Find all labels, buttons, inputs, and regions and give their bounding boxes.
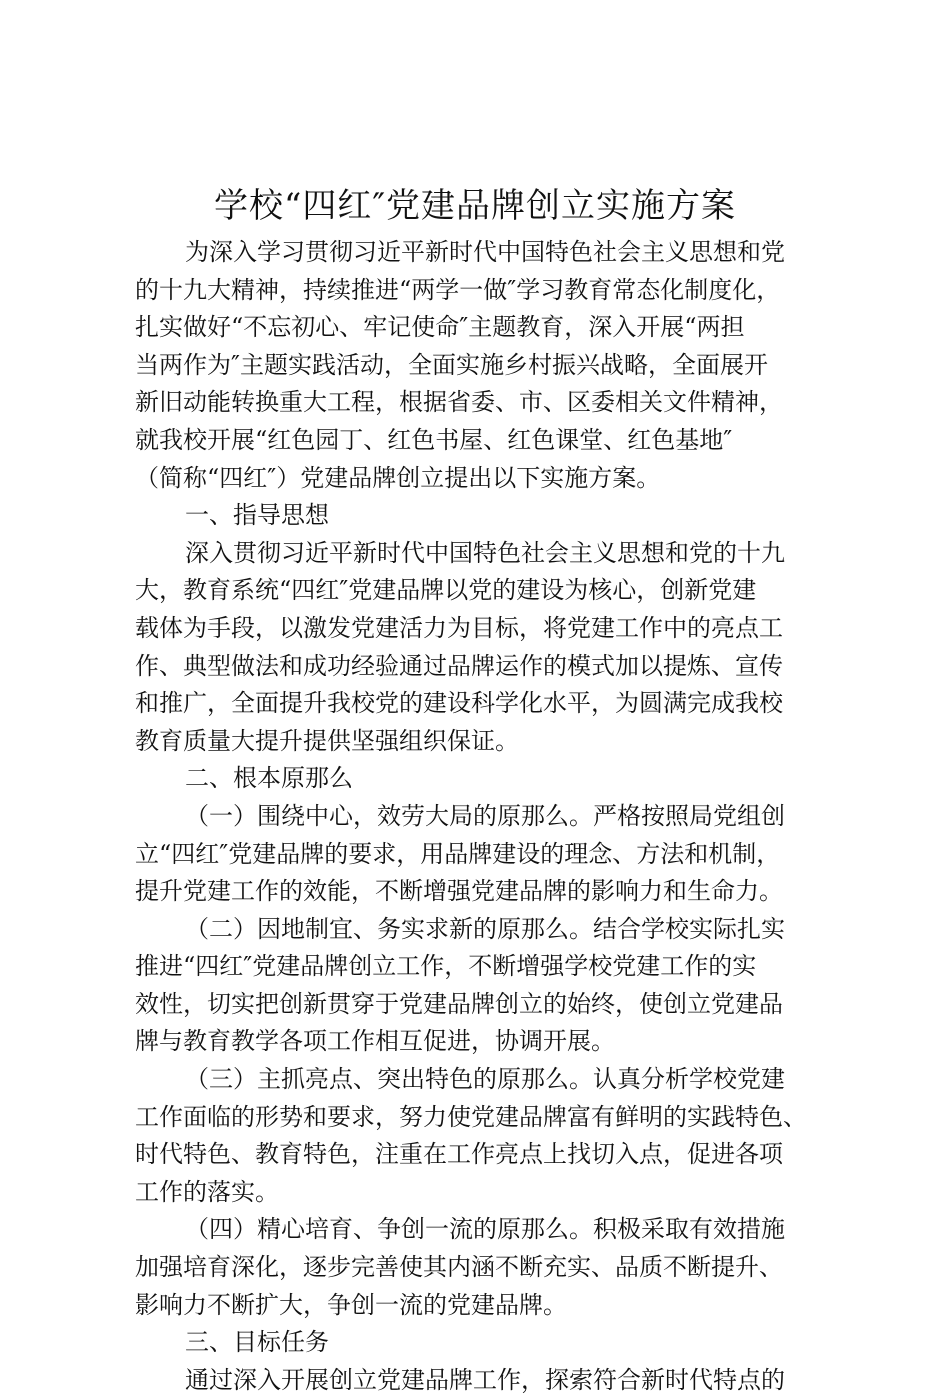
paragraph-line: 当两作为″主题实践活动，全面实施乡村振兴战略，全面展开 xyxy=(135,350,768,379)
paragraph-line: 加强培育深化，逐步完善使其内涵不断充实、品质不断提升、 xyxy=(135,1253,783,1282)
paragraph-line: （三）主抓亮点、突出特色的原那么。认真分析学校党建 xyxy=(185,1065,785,1094)
paragraph-line: 扎实做好“不忘初心、牢记使命″主题教育，深入开展“两担 xyxy=(135,313,745,342)
section-heading: 一、指导思想 xyxy=(185,501,329,530)
paragraph-line: （简称“四红″）党建品牌创立提出以下实施方案。 xyxy=(135,463,661,492)
paragraph-line: 通过深入开展创立党建品牌工作，探索符合新时代特点的 xyxy=(185,1365,785,1394)
document-title: 学校“四红″党建品牌创立实施方案 xyxy=(213,186,737,226)
paragraph-line: 大，教育系统“四红″党建品牌以党的建设为核心，创新党建 xyxy=(135,576,757,605)
paragraph-line: 作、典型做法和成功经验通过品牌运作的模式加以提炼、宣传 xyxy=(135,651,783,680)
paragraph-line: （二）因地制宜、务实求新的原那么。结合学校实际扎实 xyxy=(185,914,785,943)
paragraph-line: 为深入学习贯彻习近平新时代中国特色社会主义思想和党 xyxy=(185,238,785,266)
paragraph-line: （四）精心培育、争创一流的原那么。积极采取有效措施 xyxy=(185,1215,785,1244)
section-heading: 二、根本原那么 xyxy=(185,764,353,793)
paragraph-line: 影响力不断扩大，争创一流的党建品牌。 xyxy=(135,1290,567,1319)
paragraph-line: 工作面临的形势和要求，努力使党建品牌富有鲜明的实践特色、 xyxy=(135,1102,807,1131)
paragraph-line: 工作的落实。 xyxy=(135,1177,279,1206)
paragraph-line: 提升党建工作的效能，不断增强党建品牌的影响力和生命力。 xyxy=(135,877,783,906)
paragraph-line: 和推广，全面提升我校党的建设科学化水平，为圆满完成我校 xyxy=(135,689,783,718)
paragraph-line: 的十九大精神，持续推进“两学一做″学习教育常态化制度化， xyxy=(135,275,781,304)
paragraph-line: 载体为手段，以激发党建活力为目标，将党建工作中的亮点工 xyxy=(135,613,783,642)
paragraph-line: 教育质量大提升提供坚强组织保证。 xyxy=(135,726,519,755)
paragraph-line: （一）围绕中心，效劳大局的原那么。严格按照局党组创 xyxy=(185,801,785,830)
paragraph-line: 新旧动能转换重大工程，根据省委、市、区委相关文件精神， xyxy=(135,388,783,417)
paragraph-line: 深入贯彻习近平新时代中国特色社会主义思想和党的十九 xyxy=(185,538,785,567)
paragraph-line: 时代特色、教育特色，注重在工作亮点上找切入点，促进各项 xyxy=(135,1140,783,1169)
paragraph-line: 效性，切实把创新贯穿于党建品牌创立的始终，使创立党建品 xyxy=(135,989,783,1018)
paragraph-line: 立“四红″党建品牌的要求，用品牌建设的理念、方法和机制， xyxy=(135,839,781,868)
paragraph-line: 就我校开展“红色园丁、红色书屋、红色课堂、红色基地″ xyxy=(135,425,733,454)
paragraph-line: 推进“四红″党建品牌创立工作，不断增强学校党建工作的实 xyxy=(135,952,757,981)
document-body xyxy=(135,234,835,1399)
section-heading: 三、目标任务 xyxy=(185,1328,329,1357)
paragraph-line: 牌与教育教学各项工作相互促进，协调开展。 xyxy=(135,1027,615,1056)
